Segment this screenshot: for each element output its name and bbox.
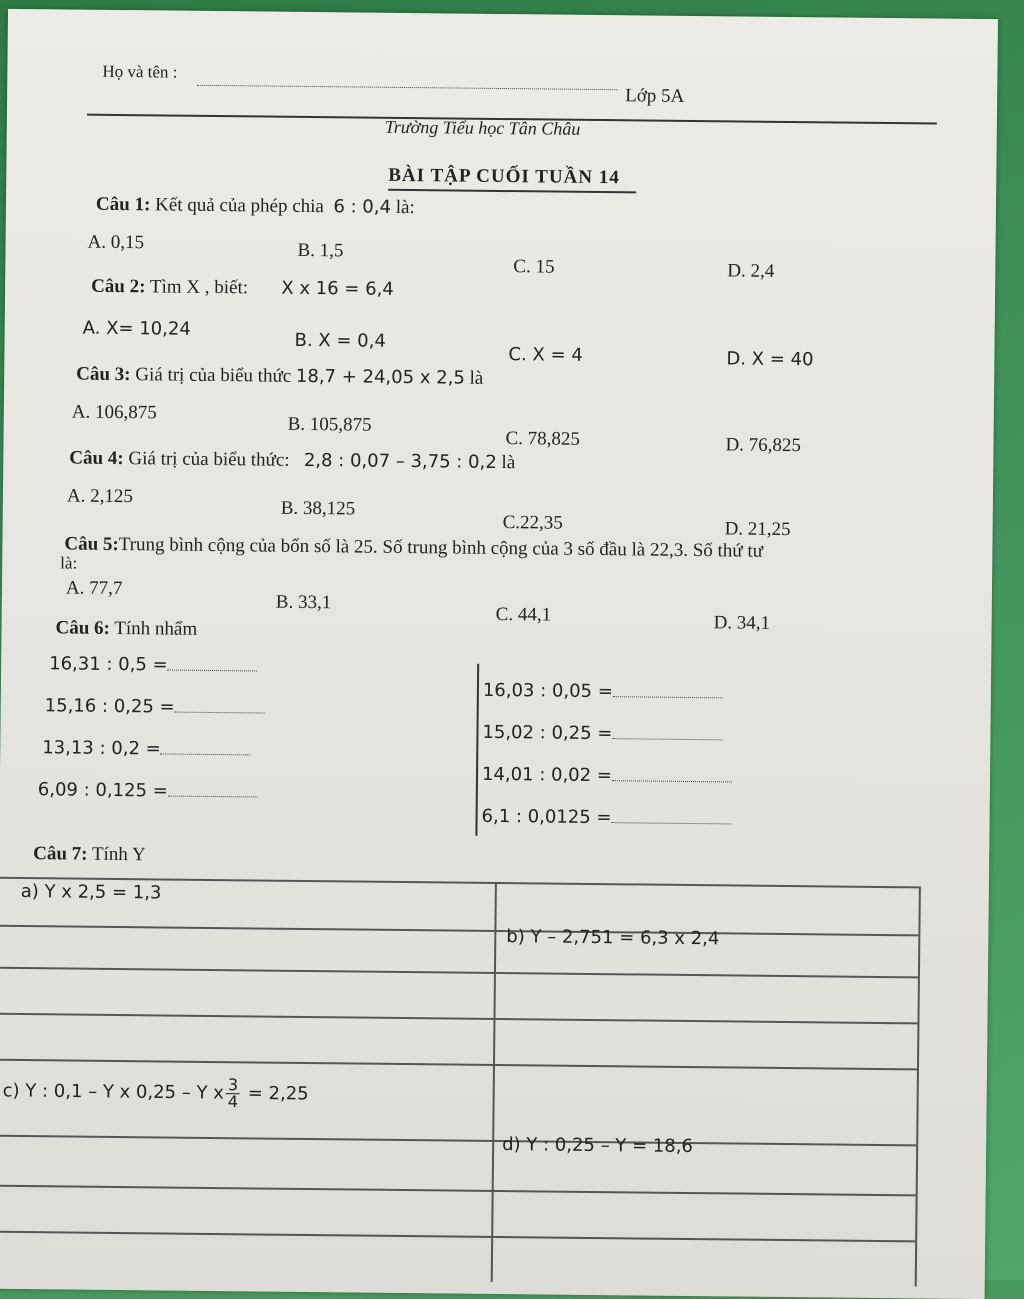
grid-line-7 <box>0 1231 915 1242</box>
mental-calc-right-3: 14,01 : 0,02 = <box>482 764 732 788</box>
q5-option-a: A. 77,7 <box>65 577 123 600</box>
grid-line-5 <box>0 1135 916 1146</box>
question-5: Câu 5:Trung bình cộng của bốn số là 25. Số trung bình cộng của 3 số đầu là 22,3. Số thứ tư <box>64 533 764 562</box>
grid-line-1 <box>0 925 918 936</box>
mental-calc-left-1: 16,31 : 0,5 = <box>49 653 258 676</box>
school-name: Trường Tiểu học Tân Châu <box>384 116 581 139</box>
q4-option-a: A. 2,125 <box>66 485 134 508</box>
q1-option-a: A. 0,15 <box>87 231 145 254</box>
name-line <box>197 69 617 90</box>
calc-column-divider <box>475 664 479 836</box>
worksheet-paper <box>0 9 998 1299</box>
question-1: Câu 1: Kết quả của phép chia 6 : 0,4 là: <box>95 193 415 219</box>
mental-calc-left-4: 6,09 : 0,125 = <box>38 779 258 802</box>
q2-option-b: B. X = 0,4 <box>294 329 386 352</box>
q4-option-c: C.22,35 <box>502 512 563 534</box>
grid-line-6 <box>0 1185 916 1196</box>
q1-option-b: B. 1,5 <box>297 239 344 262</box>
q3-option-c: C. 78,825 <box>505 428 581 450</box>
q1-option-d: D. 2,4 <box>727 260 775 282</box>
question-7: Câu 7: Tính Y <box>33 843 146 866</box>
grid-center-divider <box>491 882 497 1282</box>
q2-option-d: D. X = 40 <box>726 348 814 371</box>
name-label: Họ và tên : <box>102 61 178 82</box>
question-2: Câu 2: Tìm X , biết: X x 16 = 6,4 <box>91 275 394 300</box>
fraction-three-quarters: $\frac{3}{4}$ <box>227 1075 239 1112</box>
q7-part-d: d) Y : 0,25 – Y = 18,6 <box>502 1134 694 1158</box>
grid-right-border <box>915 886 921 1286</box>
grid-line-2 <box>0 967 918 978</box>
title-underline <box>388 189 636 193</box>
q3-option-b: B. 105,875 <box>287 413 372 436</box>
mental-calc-right-2: 15,02 : 0,25 = <box>482 722 722 746</box>
q1-option-c: C. 15 <box>513 256 555 278</box>
q2-option-c: C. X = 4 <box>508 344 583 366</box>
mental-calc-right-1: 16,03 : 0,05 = <box>483 680 723 704</box>
mental-calc-right-4: 6,1 : 0,0125 = <box>481 806 731 830</box>
q5-option-b: B. 33,1 <box>275 591 332 614</box>
grid-line-3 <box>0 1013 917 1024</box>
class-label: Lớp 5A <box>625 85 685 107</box>
question-5-cont: là: <box>60 553 78 573</box>
q3-option-d: D. 76,825 <box>725 434 802 457</box>
mental-calc-left-3: 13,13 : 0,2 = <box>42 737 251 760</box>
q5-option-d: D. 34,1 <box>713 612 771 634</box>
q7-part-c: c) Y : 0,1 – Y x 0,25 – Y x $\frac{3}{4}$ = 2,25 <box>2 1075 309 1112</box>
worksheet-title: BÀI TẬP CUỐI TUẦN 14 <box>388 164 620 189</box>
question-3: Câu 3: Giá trị của biểu thức 18,7 + 24,05 x 2,5 là <box>76 363 484 389</box>
q4-option-d: D. 21,25 <box>724 518 791 541</box>
question-4: Câu 4: Giá trị của biểu thức: 2,8 : 0,07 – 3,75 : 0,2 là <box>69 447 516 474</box>
q2-option-a: A. X= 10,24 <box>82 317 191 340</box>
mental-calc-left-2: 15,16 : 0,25 = <box>45 695 265 718</box>
q4-option-b: B. 38,125 <box>280 497 356 520</box>
q7-part-a: a) Y x 2,5 = 1,3 <box>20 880 162 904</box>
q3-option-a: A. 106,875 <box>71 401 157 424</box>
q5-option-c: C. 44,1 <box>495 603 552 626</box>
q7-part-b: b) Y – 2,751 = 6,3 x 2,4 <box>506 926 720 950</box>
grid-line-4 <box>0 1059 917 1070</box>
question-6: Câu 6: Tính nhẩm <box>55 617 198 640</box>
